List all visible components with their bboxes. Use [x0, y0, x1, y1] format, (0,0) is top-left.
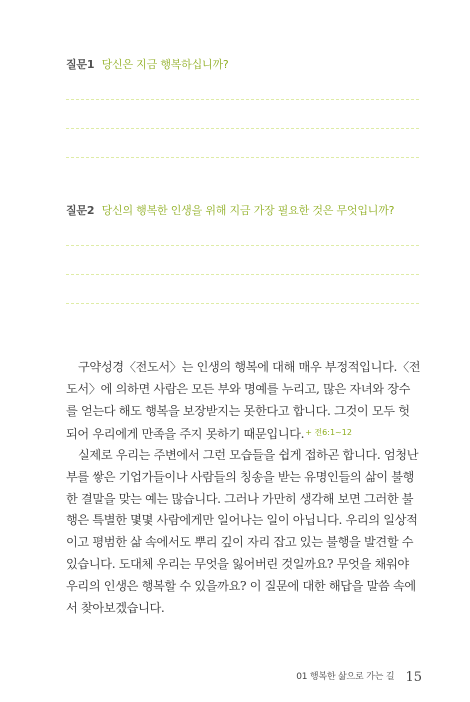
question-2-text: 당신의 행복한 인생을 위해 지금 가장 필요한 것은 무엇입니까? [101, 204, 395, 217]
answer-line [66, 245, 419, 246]
running-footer-chapter: 01 행복한 삶으로 가는 길 [296, 672, 395, 682]
answer-line [66, 274, 419, 275]
body-paragraph-1-text: 구약성경〈전도서〉는 인생의 행복에 대해 매우 부정적입니다.〈전도서〉에 의하면 사람은 모든 부와 명예를 누리고, 많은 자녀와 장수를 얻는다 해도 행복을 보장받지는 못한다고 합니다. 그것이 모두 헛되어 우리에게 만족을 주지 못하기 때문입니다. [66, 360, 421, 442]
scripture-reference: + 전6:1~12 [305, 428, 352, 438]
question-1-text: 당신은 지금 행복하십니까? [101, 58, 229, 71]
question-1-label: 질문1 [66, 58, 95, 71]
question-1 [66, 57, 229, 73]
answer-line [66, 128, 419, 129]
question-2-label: 질문2 [66, 204, 95, 217]
page-footer [296, 666, 422, 685]
page-number: 15 [405, 670, 422, 685]
answer-line [66, 303, 419, 304]
answer-line [66, 99, 419, 100]
body-paragraph-2 [66, 445, 421, 619]
body-paragraph-1 [66, 357, 421, 446]
answer-line [66, 157, 419, 158]
question-2 [66, 203, 394, 219]
body-paragraph-2-text: 실제로 우리는 주변에서 그런 모습들을 쉽게 접하곤 합니다. 엄청난 부를 쌓은 기업가들이나 사람들의 칭송을 받는 유명인들의 삶이 불행한 결말을 맞는 예는 많습니다. 그러나 가만히 생각해 보면 그러한 불행은 특별한 몇몇 사람에게만 일어나는 일이 아닙니다. 우리의 일상적이고 평범한 삶 속에서도 뿌리 깊이 자리 잡고 있는 불행을 발견할 수 있습니다. 도대체 우리는 무엇을 잃어버린 것일까요? 무엇을 채워야 우리의 인생은 행복할 수 있을까요? 이 질문에 대한 해답을 말씀 속에서 찾아보겠습니다. [66, 448, 419, 615]
